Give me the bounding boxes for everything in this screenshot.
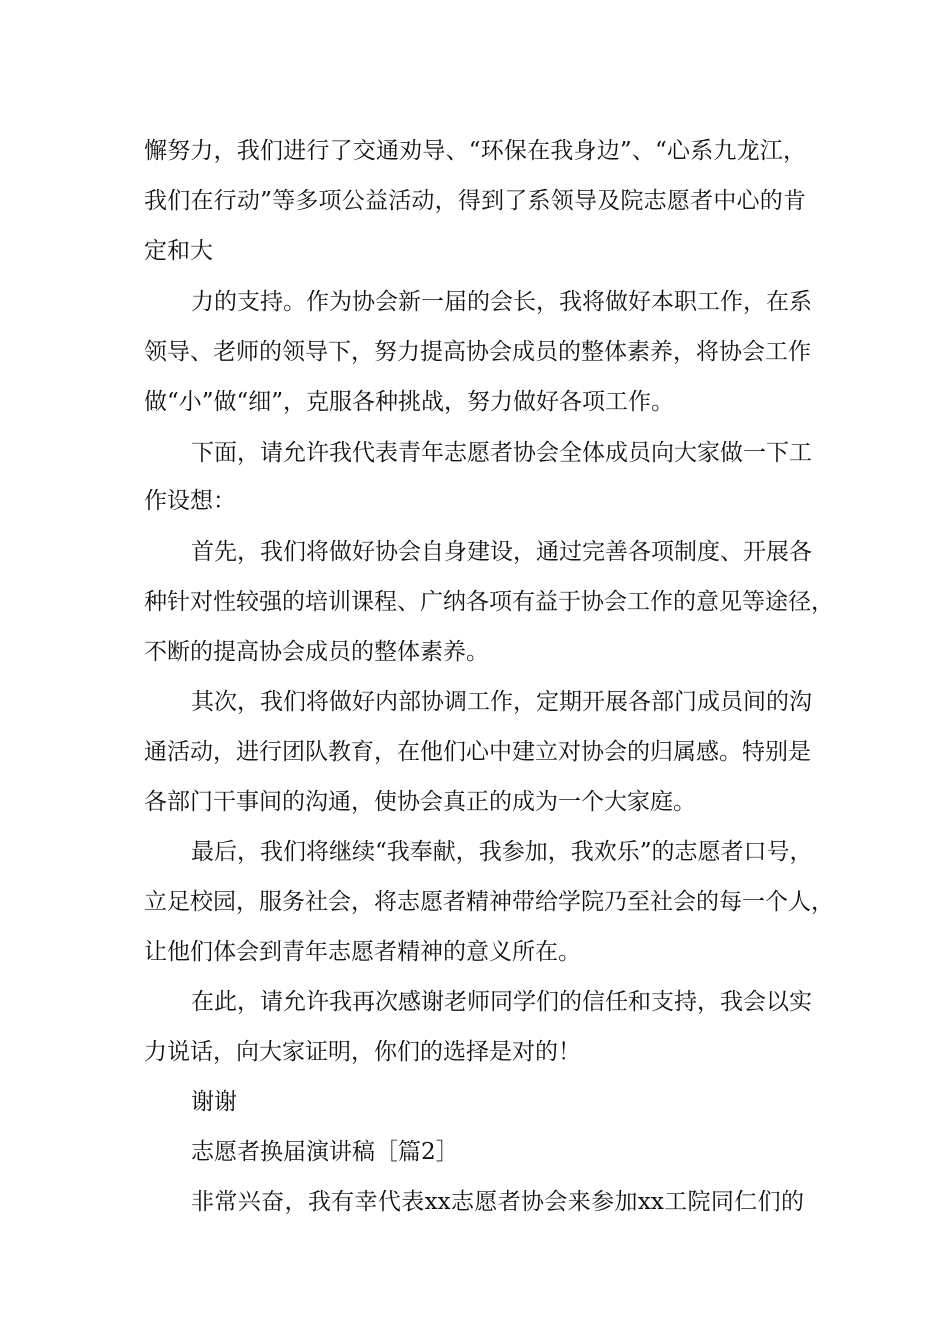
text-line: 定和大	[144, 238, 213, 264]
text-line: 通活动，进行团队教育，在他们心中建立对协会的归属感。特别是	[144, 739, 811, 765]
paragraph-start: 力的支持。作为协会新一届的会长，我将做好本职工作，在系	[191, 289, 812, 315]
paragraph-start: 其次，我们将做好内部协调工作，定期开展各部门成员间的沟	[191, 689, 812, 715]
text-line: 力说话，向大家证明，你们的选择是对的！	[144, 1039, 581, 1065]
paragraph-start: 首先，我们将做好协会自身建设，通过完善各项制度、开展各	[191, 539, 812, 565]
text-line: 立足校园，服务社会，将志愿者精神带给学院乃至社会的每一个人，	[144, 889, 834, 915]
text-line: 作设想：	[144, 488, 236, 514]
text-line: 我们在行动”等多项公益活动，得到了系领导及院志愿者中心的肯	[144, 188, 806, 214]
text-line: 懈努力，我们进行了交通劝导、“环保在我身边”、“心系九龙江，	[144, 138, 806, 164]
text-line: 领导、老师的领导下，努力提高协会成员的整体素养，将协会工作	[144, 339, 811, 365]
text-line: 做“小”做“细”，克服各种挑战，努力做好各项工作。	[144, 389, 675, 415]
paragraph-start: 最后，我们将继续“我奉献，我参加，我欢乐”的志愿者口号，	[191, 839, 813, 865]
section-heading: 志愿者换届演讲稿［篇2］	[191, 1139, 459, 1165]
text-line: 各部门干事间的沟通，使协会真正的成为一个大家庭。	[144, 789, 696, 815]
text-line: 让他们体会到青年志愿者精神的意义所在。	[144, 939, 581, 965]
paragraph-start: 在此，请允许我再次感谢老师同学们的信任和支持，我会以实	[191, 989, 812, 1015]
text-line: 不断的提高协会成员的整体素养。	[144, 639, 489, 665]
paragraph-start: 非常兴奋，我有幸代表xx志愿者协会来参加xx工院同仁们的	[191, 1189, 804, 1215]
closing-thanks: 谢谢	[191, 1089, 237, 1115]
paragraph-start: 下面，请允许我代表青年志愿者协会全体成员向大家做一下工	[191, 440, 812, 466]
text-line: 种针对性较强的培训课程、广纳各项有益于协会工作的意见等途径，	[144, 589, 834, 615]
